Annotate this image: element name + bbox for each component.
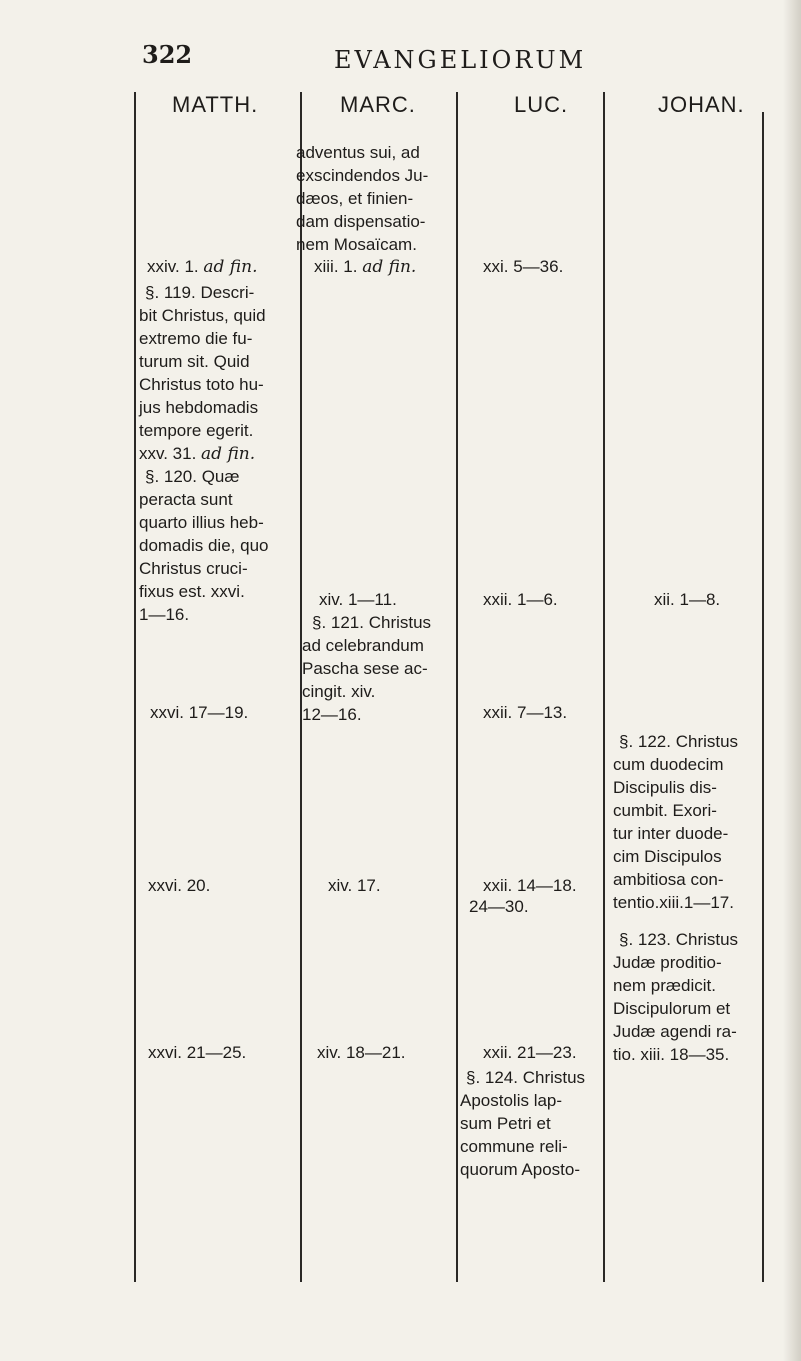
ref-matth-xxvi-21: xxvi. 21—25. [148, 1043, 247, 1062]
section-121: §. 121. Christus ad celebrandum Pascha sese ac- cingit. xiv. 12—16. [302, 613, 432, 724]
ref-luc-xxii-14: xxii. 14—18. [483, 876, 577, 895]
section-123: §. 123. Christus Judæ proditio- nem prædicit. Discipulorum et Judæ agendi ra- tio. xiii. 18—35. [613, 930, 739, 1064]
column-head-luc: LUC. [514, 92, 569, 117]
column-head-matth: MATTH. [172, 92, 259, 117]
section-122: §. 122. Christus cum duodecim Discipulis dis- cumbit. Exori- tur inter duode- cim Discipulos ambitiosa con- tentio.xiii.1—17. [613, 732, 739, 912]
section-119: §. 119. Descri- bit Christus, quid extremo die fu- turum sit. Quid Christus toto hu- jus hebdomadis tempore egerit. xxv. 31. ad fin. [139, 283, 266, 464]
ref-matth-xxiv: xxiv. 1. ad fin. [147, 257, 258, 277]
rule-right [762, 112, 764, 1282]
marc-intro-text: adventus sui, ad exscindendos Ju- dæos, et finien- dam dispensatio- nem Mosaïcam. [296, 143, 429, 254]
section-124: §. 124. Christus Apostolis lap- sum Petri et commune reli- quorum Aposto- [460, 1068, 586, 1179]
ref-matth-xxvi-17: xxvi. 17—19. [150, 703, 249, 722]
ref-marc-xiv-18: xiv. 18—21. [317, 1043, 406, 1062]
ref-luc-24-30: 24—30. [469, 897, 529, 916]
running-head: EVANGELIORUM [334, 46, 587, 74]
page-edge-shadow [783, 0, 801, 1361]
ref-marc-xiii: xiii. 1. ad fin. [314, 257, 417, 277]
ref-luc-xxii-21: xxii. 21—23. [483, 1043, 577, 1062]
column-head-marc: MARC. [340, 92, 416, 117]
ref-matth-xxvi-20: xxvi. 20. [148, 876, 211, 895]
ref-luc-xxi: xxi. 5—36. [483, 257, 564, 276]
rule-left [134, 92, 136, 1282]
page-number: 322 [142, 40, 193, 69]
section-120: §. 120. Quæ peracta sunt quarto illius heb- domadis die, quo Christus cruci- fixus est. xxvi. 1—16. [139, 467, 269, 624]
column-head-johan: JOHAN. [658, 92, 745, 117]
ref-marc-xiv-1: xiv. 1—11. [319, 590, 397, 609]
ref-marc-xiv-17: xiv. 17. [328, 876, 381, 895]
ref-luc-xxii-1-text: xxii. 1—6. [483, 590, 558, 609]
ref-luc-xxii-7: xxii. 7—13. [483, 703, 568, 722]
ref-johan-xii-1: xii. 1—8. [654, 590, 721, 609]
